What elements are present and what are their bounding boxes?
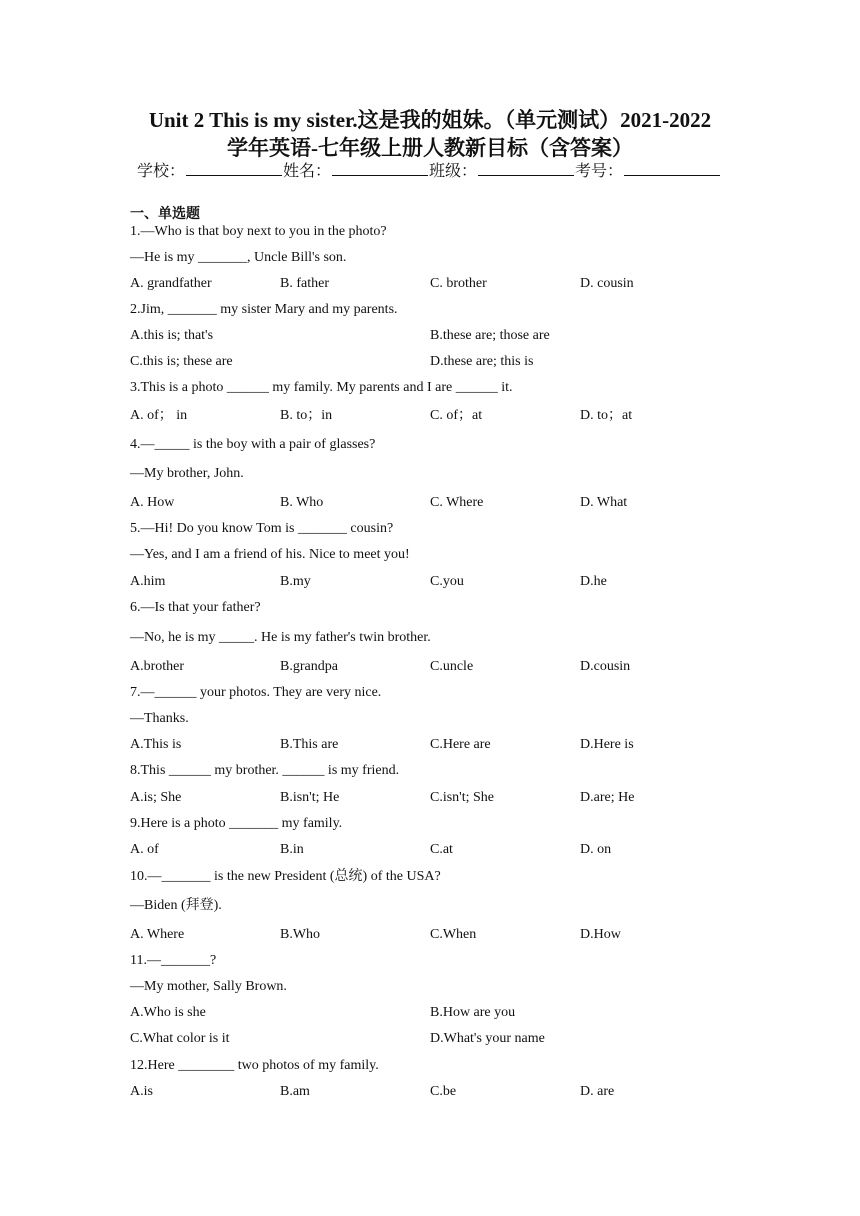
option-a: A.is; She [130,790,182,805]
option-d: D.Here is [580,737,634,752]
question-8-line-1: 8.This ______ my brother. ______ is my friend. [130,763,400,778]
option-b: B.grandpa [280,659,338,674]
option-d: D. are [580,1084,615,1099]
option-d: D. to；at [580,408,633,423]
option-b: B. Who [280,495,324,510]
question-12-options [130,1083,730,1101]
school-label: 学校： [137,163,186,180]
question-11-line-2: —My mother, Sally Brown. [130,979,287,994]
option-d: D.How [580,927,621,942]
question-2-options-row-1 [130,327,730,345]
option-c: C. Where [430,495,484,510]
question-1-line-2: —He is my _______, Uncle Bill's son. [130,250,347,265]
question-10-line-2: —Biden (拜登). [130,898,222,913]
option-d: D.cousin [580,659,631,674]
question-11-line-1: 11.—_______? [130,953,217,968]
question-10-options [130,926,730,944]
question-3-line-1: 3.This is a photo ______ my family. My parents and I are ______ it. [130,380,513,395]
question-7-options [130,736,730,754]
question-6-options [130,658,730,676]
option-c: C.uncle [430,659,474,674]
page-title-line-2: 学年英语-七年级上册人教新目标（含答案） [227,136,633,160]
question-5-line-2: —Yes, and I am a friend of his. Nice to meet you! [130,547,410,562]
option-a: A. Where [130,927,185,942]
question-2-options-row-2 [130,353,730,371]
question-6-line-1: 6.—Is that your father? [130,600,261,615]
option-b: B.isn't; He [280,790,340,805]
exam-no-label: 考号： [575,163,624,180]
question-8-options [130,789,730,807]
exam-no-blank [624,161,720,176]
question-4-options [130,494,730,512]
option-d: D. What [580,495,628,510]
option-a: A.brother [130,659,185,674]
option-d: D.are; He [580,790,635,805]
question-4-line-1: 4.—_____ is the boy with a pair of glasses? [130,437,376,452]
question-5-options [130,573,730,591]
question-12-line-1: 12.Here ________ two photos of my family. [130,1058,379,1073]
option-b: B. to；in [280,408,333,423]
option-d: D.he [580,574,607,589]
option-a: A. How [130,495,175,510]
option-d: D.these are; this is [430,354,534,369]
option-c: C. brother [430,276,487,291]
name-label: 姓名： [283,163,332,180]
option-b: B.my [280,574,311,589]
option-b: B.Who [280,927,321,942]
question-1-line-1: 1.—Who is that boy next to you in the photo? [130,224,387,239]
class-label: 班级： [429,163,478,180]
option-c: C.When [430,927,477,942]
option-b: B.How are you [430,1005,516,1020]
question-2-line-1: 2.Jim, _______ my sister Mary and my parents. [130,302,398,317]
option-c: C.this is; these are [130,354,233,369]
question-7-line-2: —Thanks. [130,711,189,726]
option-d: D.What's your name [430,1031,545,1046]
option-a: A.this is; that's [130,328,214,343]
option-d: D. cousin [580,276,634,291]
option-b: B. father [280,276,329,291]
option-b: B.am [280,1084,310,1099]
option-a: A.him [130,574,166,589]
option-a: A.is [130,1084,153,1099]
option-d: D. on [580,842,612,857]
student-info-row [137,161,721,183]
question-6-line-2: —No, he is my _____. He is my father's twin brother. [130,630,431,645]
option-c: C.at [430,842,453,857]
page-title-line-1: Unit 2 This is my sister.这是我的姐妹。（单元测试）2021-2022 [148,108,712,132]
option-b: B.This are [280,737,339,752]
question-7-line-1: 7.—______ your photos. They are very nice. [130,685,382,700]
school-blank [186,161,282,176]
question-11-options-row-1 [130,1004,730,1022]
question-9-options [130,841,730,859]
option-a: A.Who is she [130,1005,206,1020]
option-c: C.What color is it [130,1031,230,1046]
option-a: A. grandfather [130,276,212,291]
option-a: A.This is [130,737,182,752]
name-blank [332,161,428,176]
option-a: A. of [130,842,159,857]
option-c: C. of；at [430,408,483,423]
option-c: C.Here are [430,737,491,752]
option-c: C.be [430,1084,457,1099]
option-b: B.these are; those are [430,328,550,343]
option-b: B.in [280,842,304,857]
option-c: C.you [430,574,464,589]
question-3-options [130,407,730,425]
option-c: C.isn't; She [430,790,494,805]
option-a: A. of； in [130,408,188,423]
section-title: 一、单选题 [130,206,200,222]
question-4-line-2: —My brother, John. [130,466,244,481]
question-11-options-row-2 [130,1030,730,1048]
question-9-line-1: 9.Here is a photo _______ my family. [130,816,343,831]
question-1-options [130,275,730,293]
question-5-line-1: 5.—Hi! Do you know Tom is _______ cousin? [130,521,394,536]
question-10-line-1: 10.—_______ is the new President (总统) of the USA? [130,869,441,884]
class-blank [478,161,574,176]
